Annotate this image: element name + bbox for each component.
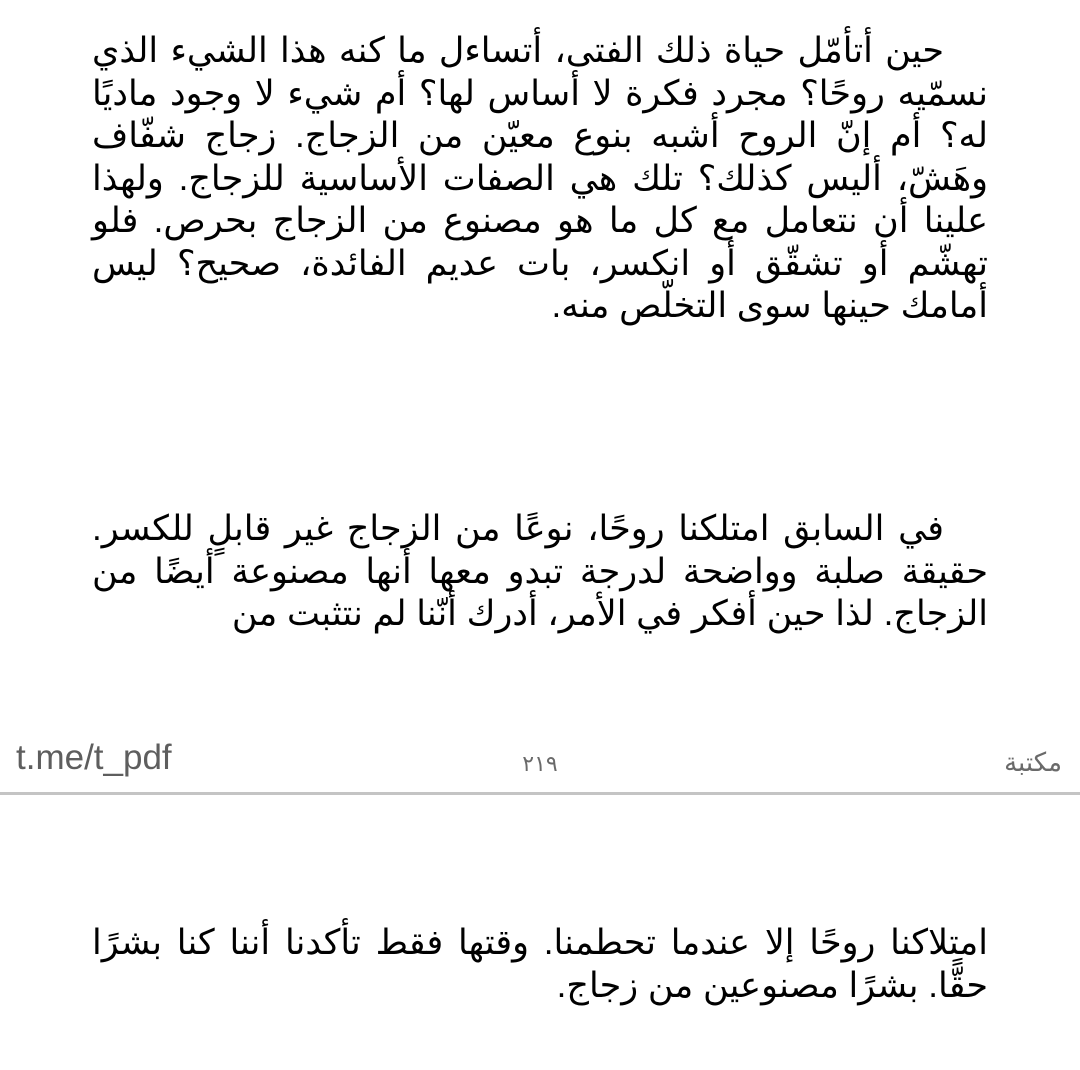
page-number: ٢١٩ bbox=[522, 751, 558, 776]
paragraph-2: في السابق امتلكنا روحًا، نوعًا من الزجاج غير قابلٍ للكسر. حقيقة صلبة وواضحة لدرجة تبدو معها أنها مصنوعة أيضًا من الزجاج. لذا حين أفكر في الأمر، أدرك أنّنا لم نتثبت من bbox=[92, 509, 988, 633]
footer-channel-link[interactable]: t.me/t_pdf bbox=[16, 738, 172, 777]
paragraph-3: امتلاكنا روحًا إلا عندما تحطمنا. وقتها فقط تأكدنا أننا كنا بشرًا حقًّا. بشرًا مصنوعين من زجاج. bbox=[92, 923, 988, 1005]
footer-library-label: مكتبة bbox=[1004, 747, 1062, 777]
page-divider bbox=[0, 792, 1080, 795]
paragraph-1: حين أتأمّل حياة ذلك الفتى، أتساءل ما كنه هذا الشيء الذي نسمّيه روحًا؟ مجرد فكرة لا أساس لها؟ أم شيء لا وجود ماديًا له؟ أم إنّ الروح أشبه بنوع معيّن من الزجاج. زجاج شفّاف وهَشّ، أليس كذلك؟ تلك هي الصفات الأساسية للزجاج. ولهذا علينا أن نتعامل مع كل ما هو مصنوع من الزجاج بحرص. فلو تهشّم أو تشقّق أو انكسر، بات عديم الفائدة، صحيح؟ ليس أمامك حينها سوى التخلّص منه. bbox=[92, 31, 988, 325]
